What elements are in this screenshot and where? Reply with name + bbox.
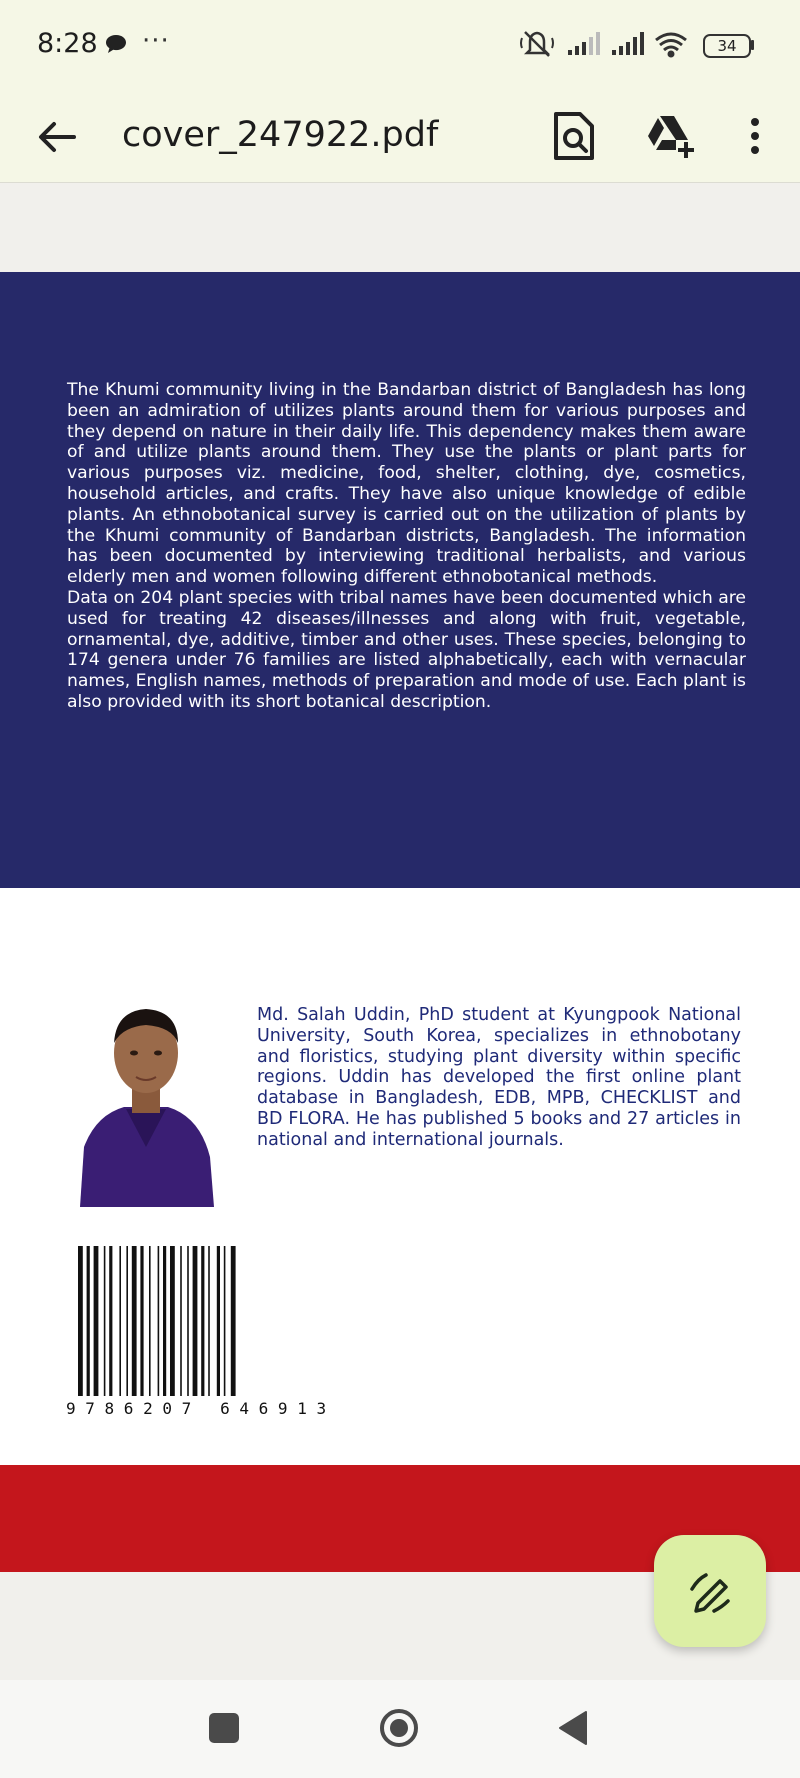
wifi-icon xyxy=(656,34,686,56)
more-options-button[interactable] xyxy=(738,106,772,166)
signal-icon xyxy=(612,32,644,55)
status-overflow: ··· xyxy=(142,26,170,56)
mute-icon xyxy=(521,32,553,56)
barcode-bar xyxy=(87,1246,90,1396)
author-bio: Md. Salah Uddin, PhD student at Kyungpook National University, South Korea, specializes in ethnobotany and floristics, studying plant diversity within specific regions. Uddin has developed the first online plant database in Bangladesh, EDB, MPB, CHECKLIST and BD FLORA. He has published 5 books and 27 articles in national and international journals. xyxy=(257,1005,741,1150)
signal-icon xyxy=(568,32,600,55)
edit-pen-icon xyxy=(688,1569,732,1613)
barcode-bar xyxy=(231,1246,236,1396)
barcode-bar xyxy=(208,1246,210,1396)
barcode-bar xyxy=(158,1246,160,1396)
barcode-bar xyxy=(140,1246,143,1396)
barcode-bar xyxy=(217,1246,220,1396)
barcode-bar xyxy=(78,1246,83,1396)
chat-bubble-icon xyxy=(105,34,127,58)
back-arrow-icon xyxy=(30,110,84,164)
back-button[interactable] xyxy=(30,110,84,164)
barcode-bar xyxy=(149,1246,151,1396)
add-to-drive-button[interactable] xyxy=(642,106,698,166)
barcode-bar xyxy=(187,1246,189,1396)
battery-tip xyxy=(751,40,754,50)
barcode-bar xyxy=(119,1246,121,1396)
add-to-drive-icon xyxy=(642,106,698,166)
barcode-bar xyxy=(132,1246,137,1396)
barcode-bar xyxy=(193,1246,198,1396)
system-nav-bar xyxy=(0,1680,800,1778)
battery-icon: 34 xyxy=(703,34,751,58)
barcode-bar xyxy=(201,1246,204,1396)
back-triangle-icon[interactable] xyxy=(556,1710,590,1746)
author-photo xyxy=(74,997,218,1207)
isbn-digits: 9 7 8 6 2 0 7 6 4 6 9 1 3 xyxy=(66,1399,327,1418)
status-time: 8:28 xyxy=(37,28,98,59)
blurb-paragraph: Data on 204 plant species with tribal names have been documented which are used for treating 42 diseases/illnesses and along with fruit, vegetable, ornamental, dye, additive, timber and other uses. These species, belonging to 174 genera under 76 families are listed alphabetically, each with vernacular names, English names, methods of preparation and mode of use. Each plant is also provided with its short botanical description. xyxy=(67,587,747,712)
barcode-bar xyxy=(163,1246,166,1396)
barcode-bar xyxy=(104,1246,106,1396)
edit-fab-button[interactable] xyxy=(654,1535,766,1647)
barcode-bar xyxy=(94,1246,99,1396)
isbn-barcode xyxy=(66,1246,366,1424)
barcode-bar xyxy=(224,1246,226,1396)
find-in-page-button[interactable] xyxy=(546,106,602,166)
status-icons xyxy=(520,28,696,64)
home-circle-icon[interactable] xyxy=(378,1707,420,1749)
find-in-page-icon xyxy=(546,106,602,166)
status-bar xyxy=(0,0,800,90)
barcode-bar xyxy=(126,1246,128,1396)
barcode-bar xyxy=(180,1246,182,1396)
pdf-page[interactable] xyxy=(0,272,800,1572)
barcode-bar xyxy=(109,1246,112,1396)
back-cover-blurb-panel xyxy=(0,272,800,888)
blurb-paragraph: The Khumi community living in the Bandarban district of Bangladesh has long been an admiration of utilizes plants around them for various purposes and they depend on nature in their daily life. This dependency makes them aware of and utilize plants around them. They use the plants or plant parts for various purposes viz. medicine, food, shelter, clothing, dye, cosmetics, household articles, and crafts. They have also unique knowledge of edible plants. An ethnobotanical survey is carried out on the utilization of plants by the Khumi community of Bandarban districts, Bangladesh. The information has been documented by interviewing traditional herbalists, and various elderly men and women following different ethnobotanical methods. xyxy=(67,380,746,588)
book-blurb xyxy=(67,380,746,713)
document-title: cover_247922.pdf xyxy=(122,115,439,155)
more-vert-icon xyxy=(738,106,772,166)
barcode-bar xyxy=(170,1246,175,1396)
app-bar xyxy=(0,90,800,183)
recents-square-icon[interactable] xyxy=(209,1713,239,1743)
